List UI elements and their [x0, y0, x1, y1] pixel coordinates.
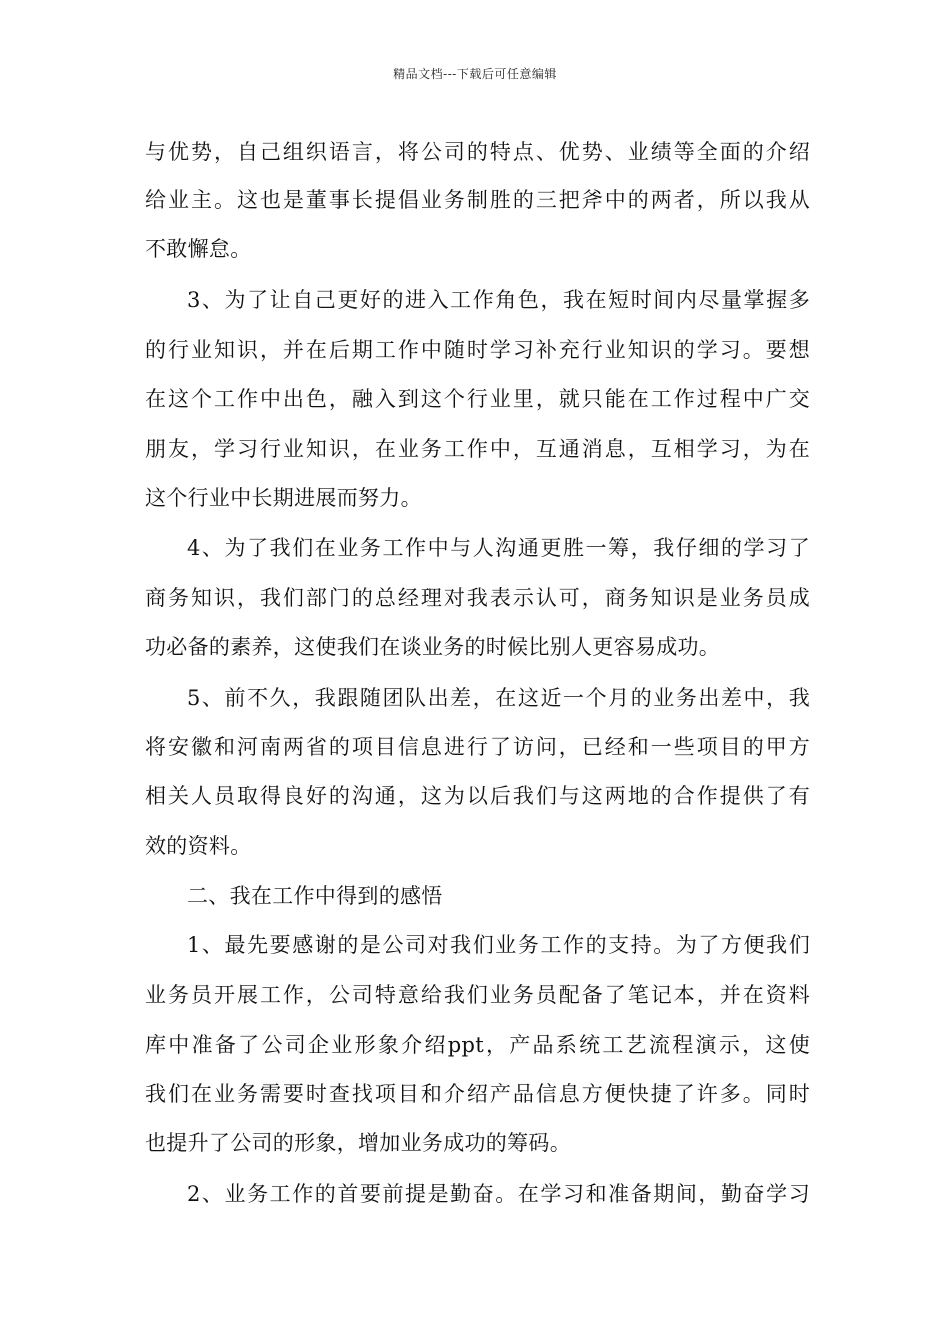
text-line: 3、为了让自己更好的进入工作角色，我在短时间内尽量掌握多	[187, 288, 810, 312]
text-line: 商务知识，我们部门的总经理对我表示认可，商务知识是业务员成	[145, 586, 810, 610]
text-line: 在这个工作中出色，融入到这个行业里，就只能在工作过程中广交	[145, 387, 810, 411]
text-line: 效的资料。	[145, 834, 252, 858]
text-line: 朋友，学习行业知识，在业务工作中，互通消息，互相学习，为在	[145, 437, 810, 461]
text-line: 5、前不久，我跟随团队出差，在这近一个月的业务出差中，我	[187, 686, 810, 710]
text-line: 库中准备了公司企业形象介绍ppt，产品系统工艺流程演示，这使	[145, 1033, 810, 1057]
text-line: 业务员开展工作，公司特意给我们业务员配备了笔记本，并在资料	[145, 983, 810, 1007]
text-line: 2、业务工作的首要前提是勤奋。在学习和准备期间，勤奋学习	[187, 1182, 810, 1206]
text-line: 给业主。这也是董事长提倡业务制胜的三把斧中的两者，所以我从	[145, 188, 810, 212]
text-line: 也提升了公司的形象，增加业务成功的筹码。	[145, 1131, 571, 1155]
text-line: 4、为了我们在业务工作中与人沟通更胜一筹，我仔细的学习了	[187, 536, 810, 560]
text-line: 将安徽和河南两省的项目信息进行了访问，已经和一些项目的甲方	[145, 735, 810, 759]
text-line: 不敢懈怠。	[145, 237, 252, 261]
section-heading: 二、我在工作中得到的感悟	[187, 884, 443, 908]
text-line: 相关人员取得良好的沟通，这为以后我们与这两地的合作提供了有	[145, 784, 810, 808]
page-header: 精品文档---下载后可任意编辑	[393, 67, 557, 81]
text-line: 功必备的素养，这使我们在谈业务的时候比别人更容易成功。	[145, 635, 721, 659]
text-line: 的行业知识，并在后期工作中随时学习补充行业知识的学习。要想	[145, 338, 810, 362]
text-line: 1、最先要感谢的是公司对我们业务工作的支持。为了方便我们	[187, 933, 810, 957]
text-line: 与优势，自己组织语言，将公司的特点、优势、业绩等全面的介绍	[145, 140, 810, 164]
text-line: 这个行业中长期进展而努力。	[145, 486, 422, 510]
text-line: 我们在业务需要时查找项目和介绍产品信息方便快捷了许多。同时	[145, 1082, 810, 1106]
